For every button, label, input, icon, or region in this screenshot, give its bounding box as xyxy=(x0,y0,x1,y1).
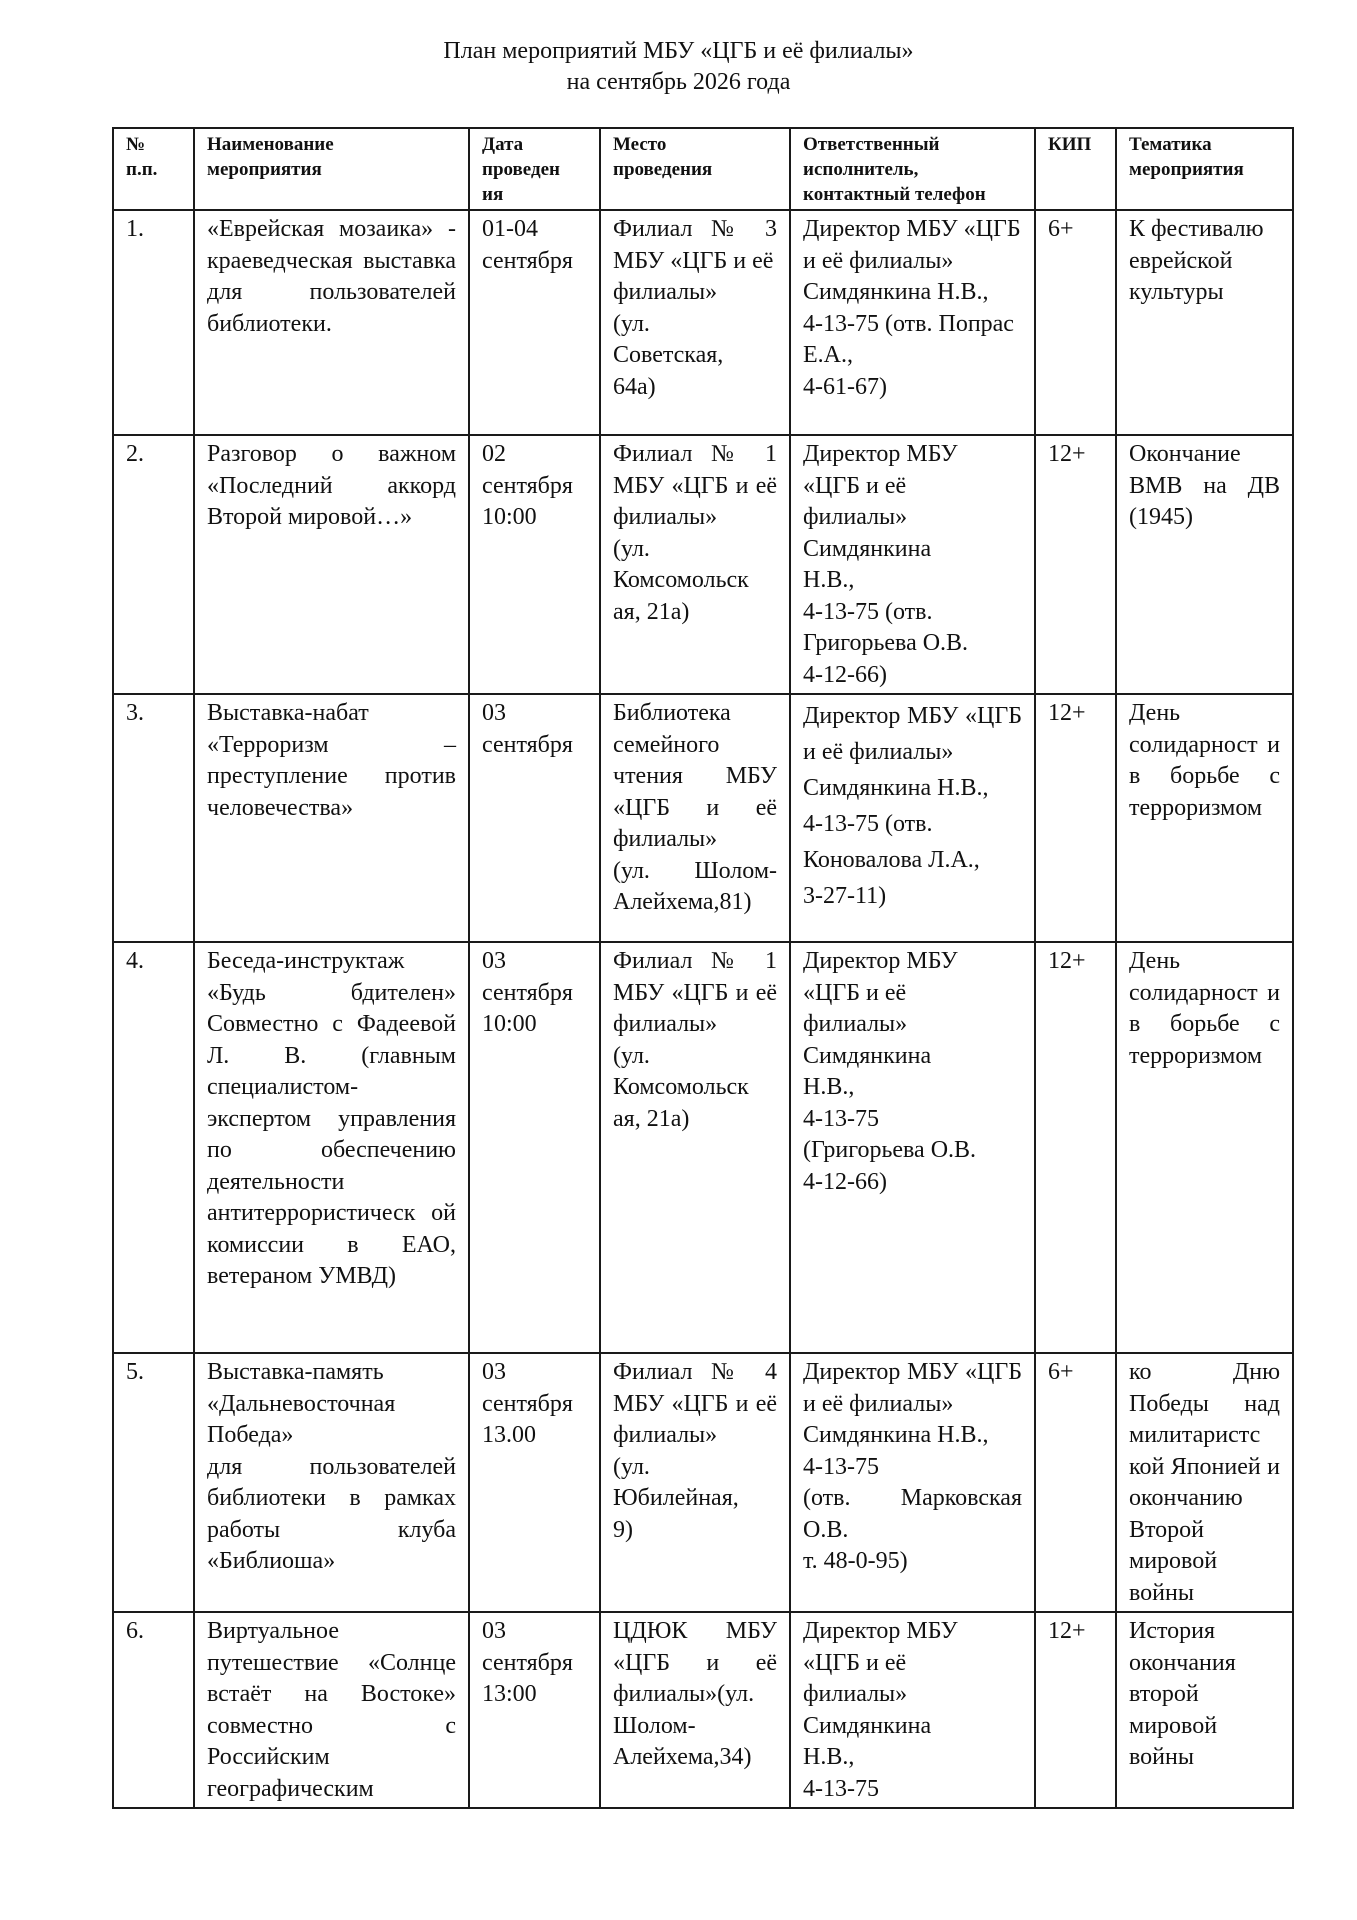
row-date: 01-04 сентября xyxy=(469,210,600,435)
row-num: 4. xyxy=(113,942,194,1353)
row-name: «Еврейская мозаика» - краеведческая выставка для пользователей библиотеки. xyxy=(194,210,469,435)
row-date: 03 сентября 10:00 xyxy=(469,942,600,1353)
table-row xyxy=(113,435,1293,694)
table-row xyxy=(113,694,1293,942)
row-name: Разговор о важном «Последний аккорд Второй мировой…» xyxy=(194,435,469,694)
header-date: Дата проведен ия xyxy=(469,128,600,210)
row-kip: 12+ xyxy=(1035,942,1116,1353)
row-name: Беседа-инструктаж «Будь бдителен» Совместно с Фадеевой Л. В. (главным специалистом-экспертом управления по обеспечению деятельности антитеррористическ ой комиссии в ЕАО, ветераном УМВД) xyxy=(194,942,469,1353)
row-name: Виртуальное путешествие «Солнце встаёт на Востоке» совместно с Российским географическим xyxy=(194,1612,469,1808)
row-date: 03 сентября xyxy=(469,694,600,942)
header-theme: Тематика мероприятия xyxy=(1116,128,1293,210)
row-place: ЦДЮК МБУ «ЦГБ и её филиалы»(ул. Шолом-Алейхема,34) xyxy=(600,1612,790,1808)
row-date: 03 сентября 13.00 xyxy=(469,1353,600,1612)
row-kip: 12+ xyxy=(1035,1612,1116,1808)
table-header-row xyxy=(113,128,1293,210)
row-num: 3. xyxy=(113,694,194,942)
row-place: Филиал № 3 МБУ «ЦГБ и её филиалы» (ул. Советская, 64а) xyxy=(600,210,790,435)
page-title-line-1: План мероприятий МБУ «ЦГБ и её филиалы» xyxy=(443,38,914,64)
row-date: 02 сентября 10:00 xyxy=(469,435,600,694)
row-place: Филиал № 1 МБУ «ЦГБ и её филиалы» (ул. Комсомольск ая, 21а) xyxy=(600,942,790,1353)
row-responsible: Директор МБУ «ЦГБ и её филиалы» Симдянкина Н.В., 4-13-75 xyxy=(790,1612,1035,1808)
row-name: Выставка-память «Дальневосточная Победа» для пользователей библиотеки в рамках работы клуба «Библиоша» xyxy=(194,1353,469,1612)
row-num: 5. xyxy=(113,1353,194,1612)
row-kip: 12+ xyxy=(1035,694,1116,942)
row-theme: К фестивалю еврейской культуры xyxy=(1116,210,1293,435)
row-kip: 6+ xyxy=(1035,210,1116,435)
row-responsible: Директор МБУ «ЦГБ и её филиалы» Симдянкина Н.В., 4-13-75 (отв. Марковская О.В. т. 48-0-95) xyxy=(790,1353,1035,1612)
events-table xyxy=(112,127,1294,1809)
table-row xyxy=(113,1612,1293,1808)
row-place: Филиал № 1 МБУ «ЦГБ и её филиалы» (ул. Комсомольск ая, 21а) xyxy=(600,435,790,694)
row-date: 03 сентября 13:00 xyxy=(469,1612,600,1808)
row-num: 1. xyxy=(113,210,194,435)
header-kip: КИП xyxy=(1035,128,1116,210)
row-responsible: Директор МБУ «ЦГБ и её филиалы» Симдянкина Н.В., 4-13-75 (отв. Коновалова Л.А., 3-27-11) xyxy=(790,694,1035,942)
row-theme: День солидарност и в борьбе с терроризмом xyxy=(1116,694,1293,942)
page-title-line-2: на сентябрь 2026 года xyxy=(566,69,791,95)
row-place: Филиал № 4 МБУ «ЦГБ и её филиалы» (ул. Юбилейная, 9) xyxy=(600,1353,790,1612)
page-title xyxy=(0,36,1357,98)
header-responsible: Ответственный исполнитель, контактный телефон xyxy=(790,128,1035,210)
row-responsible: Директор МБУ «ЦГБ и её филиалы» Симдянкина Н.В., 4-13-75 (отв. Попрас Е.А., 4-61-67) xyxy=(790,210,1035,435)
row-theme: Окончание ВМВ на ДВ (1945) xyxy=(1116,435,1293,694)
row-num: 2. xyxy=(113,435,194,694)
row-name: Выставка-набат «Терроризм – преступление против человечества» xyxy=(194,694,469,942)
row-place: Библиотека семейного чтения МБУ «ЦГБ и её филиалы» (ул. Шолом-Алейхема,81) xyxy=(600,694,790,942)
header-place: Место проведения xyxy=(600,128,790,210)
row-theme: ко Дню Победы над милитаристс кой Японией и окончанию Второй мировой войны xyxy=(1116,1353,1293,1612)
row-kip: 12+ xyxy=(1035,435,1116,694)
row-theme: История окончания второй мировой войны xyxy=(1116,1612,1293,1808)
row-kip: 6+ xyxy=(1035,1353,1116,1612)
table-row xyxy=(113,210,1293,435)
header-name: Наименование мероприятия xyxy=(194,128,469,210)
row-theme: День солидарност и в борьбе с терроризмом xyxy=(1116,942,1293,1353)
table-row xyxy=(113,1353,1293,1612)
row-num: 6. xyxy=(113,1612,194,1808)
header-num: № п.п. xyxy=(113,128,194,210)
row-responsible: Директор МБУ «ЦГБ и её филиалы» Симдянкина Н.В., 4-13-75 (отв. Григорьева О.В. 4-12-66) xyxy=(790,435,1035,694)
row-responsible: Директор МБУ «ЦГБ и её филиалы» Симдянкина Н.В., 4-13-75 (Григорьева О.В. 4-12-66) xyxy=(790,942,1035,1353)
table-row xyxy=(113,942,1293,1353)
